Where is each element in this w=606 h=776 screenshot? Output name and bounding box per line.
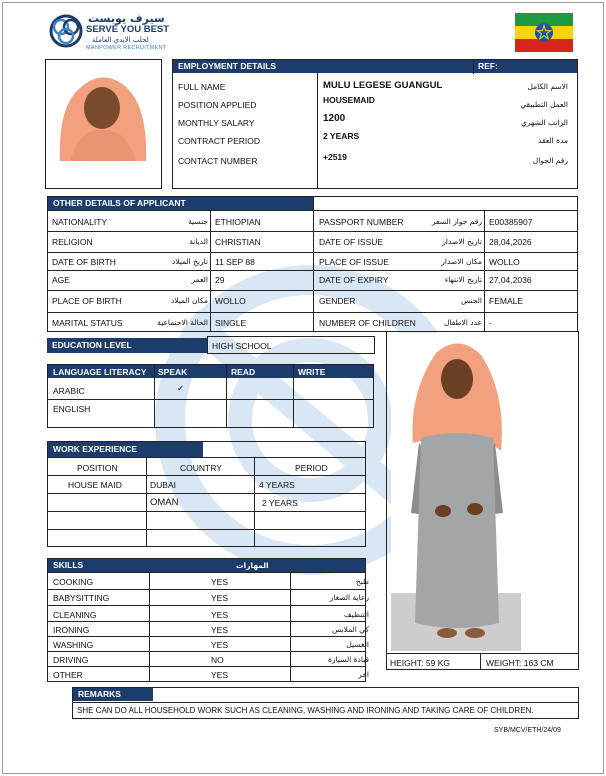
skill-cleaning-label: CLEANING bbox=[53, 610, 97, 620]
skills-box bbox=[47, 558, 366, 682]
work-row-line-0 bbox=[47, 457, 366, 458]
work-experience-title: WORK EXPERIENCE bbox=[48, 442, 203, 457]
other-row-line-0 bbox=[47, 210, 578, 211]
place-of-birth-arabic: مكان الميلاد bbox=[170, 296, 208, 305]
monthly-salary-arabic: الراتب الشهري bbox=[521, 118, 568, 127]
education-value: HIGH SCHOOL bbox=[212, 341, 272, 351]
date-of-birth-arabic: تاريخ الميلاد bbox=[171, 257, 208, 266]
skills-row-line-2 bbox=[47, 605, 366, 606]
gender-value: FEMALE bbox=[489, 296, 524, 306]
contract-period-arabic: مدة العقد bbox=[538, 136, 568, 145]
work-col-1 bbox=[146, 457, 147, 547]
passport-number-label: PASSPORT NUMBER bbox=[319, 217, 404, 227]
weight-value: WEIGHT: 163 CM bbox=[486, 658, 554, 668]
work-row-line-4 bbox=[47, 529, 366, 530]
date-of-birth-value: 11 SEP 88 bbox=[215, 257, 255, 267]
full-body-photo bbox=[391, 333, 521, 651]
number-of-children-value: - bbox=[489, 318, 492, 328]
portrait-photo-frame bbox=[45, 59, 162, 189]
skill-babysitting-value: YES bbox=[211, 593, 229, 603]
full-name-label: FULL NAME bbox=[178, 82, 226, 92]
skill-cooking-label: COOKING bbox=[53, 577, 94, 587]
date-of-issue-value: 28,04,2026 bbox=[489, 237, 532, 247]
read-column-header: READ bbox=[231, 367, 256, 377]
skills-row-line-5 bbox=[47, 651, 366, 652]
measurement-col bbox=[480, 653, 481, 670]
skill-washing-arabic: الغسيل bbox=[346, 640, 369, 649]
contract-period-label: CONTRACT PERIOD bbox=[178, 136, 261, 146]
lang-col-2 bbox=[226, 365, 227, 428]
position-applied-arabic: العمل التطبيقي bbox=[520, 100, 568, 109]
date-of-expiry-arabic: تاريخ الانتهاء bbox=[444, 275, 482, 284]
remarks-title: REMARKS bbox=[73, 688, 153, 701]
contract-period-value: 2 YEARS bbox=[323, 131, 360, 141]
place-of-birth-label: PLACE OF BIRTH bbox=[52, 296, 122, 306]
lang-row-line bbox=[47, 399, 374, 400]
gender-label: GENDER bbox=[319, 296, 356, 306]
other-row-line-1 bbox=[47, 231, 578, 232]
brand-tagline: MANPOWER RECRUITMENT bbox=[86, 45, 167, 51]
skill-other-label: OTHER bbox=[53, 670, 83, 680]
other-row-line-4 bbox=[47, 290, 578, 291]
lang-col-1 bbox=[154, 365, 155, 428]
work-period-1: 4 YEARS bbox=[259, 480, 295, 490]
place-of-issue-label: PLACE OF ISSUE bbox=[319, 257, 389, 267]
passport-number-arabic: رقم جواز السفر bbox=[431, 217, 482, 226]
skill-driving-label: DRIVING bbox=[53, 655, 89, 665]
date-of-expiry-value: 27,04,2036 bbox=[489, 275, 532, 285]
skill-babysitting-arabic: رعاية الصغار bbox=[329, 593, 369, 602]
english-language-label: ENGLISH bbox=[53, 404, 91, 414]
age-arabic: العمر bbox=[191, 275, 208, 284]
full-name-value: MULU LEGESE GUANGUL bbox=[323, 80, 443, 91]
skill-cleaning-value: YES bbox=[211, 610, 229, 620]
skill-babysitting-label: BABYSITTING bbox=[53, 593, 110, 603]
country-column-header: COUNTRY bbox=[180, 463, 222, 473]
religion-value: CHRISTIAN bbox=[215, 237, 261, 247]
skill-driving-value: NO bbox=[211, 655, 224, 665]
place-of-birth-value: WOLLO bbox=[215, 296, 246, 306]
other-col-1 bbox=[210, 210, 211, 332]
remarks-row-line bbox=[72, 702, 579, 703]
contact-number-value: +2519 bbox=[323, 152, 347, 162]
skill-ironing-label: IRONING bbox=[53, 625, 90, 635]
skill-other-arabic: اخر bbox=[358, 670, 369, 679]
work-row-line-3 bbox=[47, 511, 366, 512]
skill-driving-arabic: قيادة السيارة bbox=[328, 655, 369, 664]
date-of-expiry-label: DATE OF EXPIRY bbox=[319, 275, 389, 285]
other-col-3 bbox=[484, 210, 485, 332]
write-column-header: WRITE bbox=[298, 367, 326, 377]
remarks-text: SHE CAN DO ALL HOUSEHOLD WORK SUCH AS CLEANING, WASHING AND IRONING AND TAKING CARE OF CHILDREN. bbox=[77, 706, 534, 715]
position-column-header: POSITION bbox=[77, 463, 118, 473]
arabic-speak-check-icon: ✓ bbox=[177, 384, 185, 394]
brand-arabic: سيرف يوبست bbox=[88, 12, 165, 25]
height-value: HEIGHT: 59 KG bbox=[390, 658, 450, 668]
date-of-birth-label: DATE OF BIRTH bbox=[52, 257, 116, 267]
other-row-line-5 bbox=[47, 312, 578, 313]
brand-arabic-sub: لجلب الايدي العاملة bbox=[92, 36, 149, 44]
skill-washing-value: YES bbox=[211, 640, 229, 650]
skills-row-line-6 bbox=[47, 666, 366, 667]
ref-label: REF: bbox=[473, 60, 577, 73]
work-country-2: OMAN bbox=[150, 497, 179, 508]
skill-other-value: YES bbox=[211, 670, 229, 680]
place-of-issue-value: WOLLO bbox=[489, 257, 520, 267]
position-applied-value: HOUSEMAID bbox=[323, 95, 375, 105]
lang-col-3 bbox=[293, 365, 294, 428]
monthly-salary-label: MONTHLY SALARY bbox=[178, 118, 255, 128]
nationality-value: ETHIOPIAN bbox=[215, 217, 261, 227]
employment-divider bbox=[317, 73, 318, 189]
full-name-arabic: الاسم الكامل bbox=[527, 82, 568, 91]
other-row-line-3 bbox=[47, 270, 578, 271]
other-row-line-2 bbox=[47, 252, 578, 253]
work-row-line-2 bbox=[47, 493, 366, 494]
contact-number-label: CONTACT NUMBER bbox=[178, 156, 258, 166]
religion-arabic: الديانة bbox=[189, 237, 208, 246]
skills-row-line-1 bbox=[47, 589, 366, 590]
skill-ironing-value: YES bbox=[211, 625, 229, 635]
education-label: EDUCATION LEVEL bbox=[47, 338, 207, 353]
work-country-1: DUBAI bbox=[150, 480, 176, 490]
employment-title: EMPLOYMENT DETAILS bbox=[173, 60, 473, 73]
portrait-photo bbox=[50, 66, 155, 161]
number-of-children-arabic: عدد الاطفال bbox=[444, 318, 482, 327]
position-applied-label: POSITION APPLIED bbox=[178, 100, 257, 110]
work-position-1: HOUSE MAID bbox=[68, 480, 122, 490]
ethiopia-flag-icon bbox=[515, 13, 573, 52]
number-of-children-label: NUMBER OF CHILDREN bbox=[319, 318, 416, 328]
marital-status-value: SINGLE bbox=[215, 318, 247, 328]
nationality-label: NATIONALITY bbox=[52, 217, 108, 227]
date-of-issue-label: DATE OF ISSUE bbox=[319, 237, 384, 247]
skills-row-line-0 bbox=[47, 572, 366, 573]
skills-row-line-4 bbox=[47, 636, 366, 637]
marital-status-arabic: الحالة الاجتماعية bbox=[157, 318, 208, 327]
contact-number-arabic: رقم الجوال bbox=[532, 156, 568, 165]
brand-name: SERVE YOU BEST bbox=[86, 24, 170, 35]
skill-cooking-arabic: طبخ bbox=[355, 577, 369, 586]
gender-arabic: الجنس bbox=[460, 296, 482, 305]
footer-code: SYB/MCV/ETH/24/09 bbox=[494, 727, 561, 734]
work-row-line-1 bbox=[47, 475, 366, 476]
nationality-arabic: جنسية bbox=[188, 217, 208, 226]
skill-washing-label: WASHING bbox=[53, 640, 94, 650]
work-period-2: 2 YEARS bbox=[262, 498, 298, 508]
skills-title: SKILLS bbox=[48, 559, 228, 572]
ref-divider bbox=[473, 60, 474, 74]
measurement-row-line bbox=[386, 653, 579, 654]
speak-column-header: SPEAK bbox=[158, 367, 188, 377]
date-of-issue-arabic: تاريخ الاصدار bbox=[442, 237, 482, 246]
skills-row-line-3 bbox=[47, 621, 366, 622]
religion-label: RELIGION bbox=[52, 237, 93, 247]
age-value: 29 bbox=[215, 275, 225, 285]
age-label: AGE bbox=[52, 275, 70, 285]
marital-status-label: MARITAL STATUS bbox=[52, 318, 123, 328]
skills-title-arabic: المهارات bbox=[228, 559, 365, 572]
company-logo-icon bbox=[48, 12, 84, 50]
work-col-2 bbox=[254, 457, 255, 547]
passport-number-value: E00385907 bbox=[489, 217, 533, 227]
skill-cleaning-arabic: التنظيف bbox=[343, 610, 369, 619]
skill-cooking-value: YES bbox=[211, 577, 229, 587]
skill-ironing-arabic: كي الملابس bbox=[331, 625, 369, 634]
place-of-issue-arabic: مكان الاصدار bbox=[441, 257, 482, 266]
language-literacy-title: LANGUAGE LITERACY bbox=[53, 367, 147, 377]
monthly-salary-value: 1200 bbox=[323, 113, 346, 124]
period-column-header: PERIOD bbox=[295, 463, 328, 473]
other-details-title: OTHER DETAILS OF APPLICANT bbox=[48, 197, 313, 210]
arabic-language-label: ARABIC bbox=[53, 386, 85, 396]
